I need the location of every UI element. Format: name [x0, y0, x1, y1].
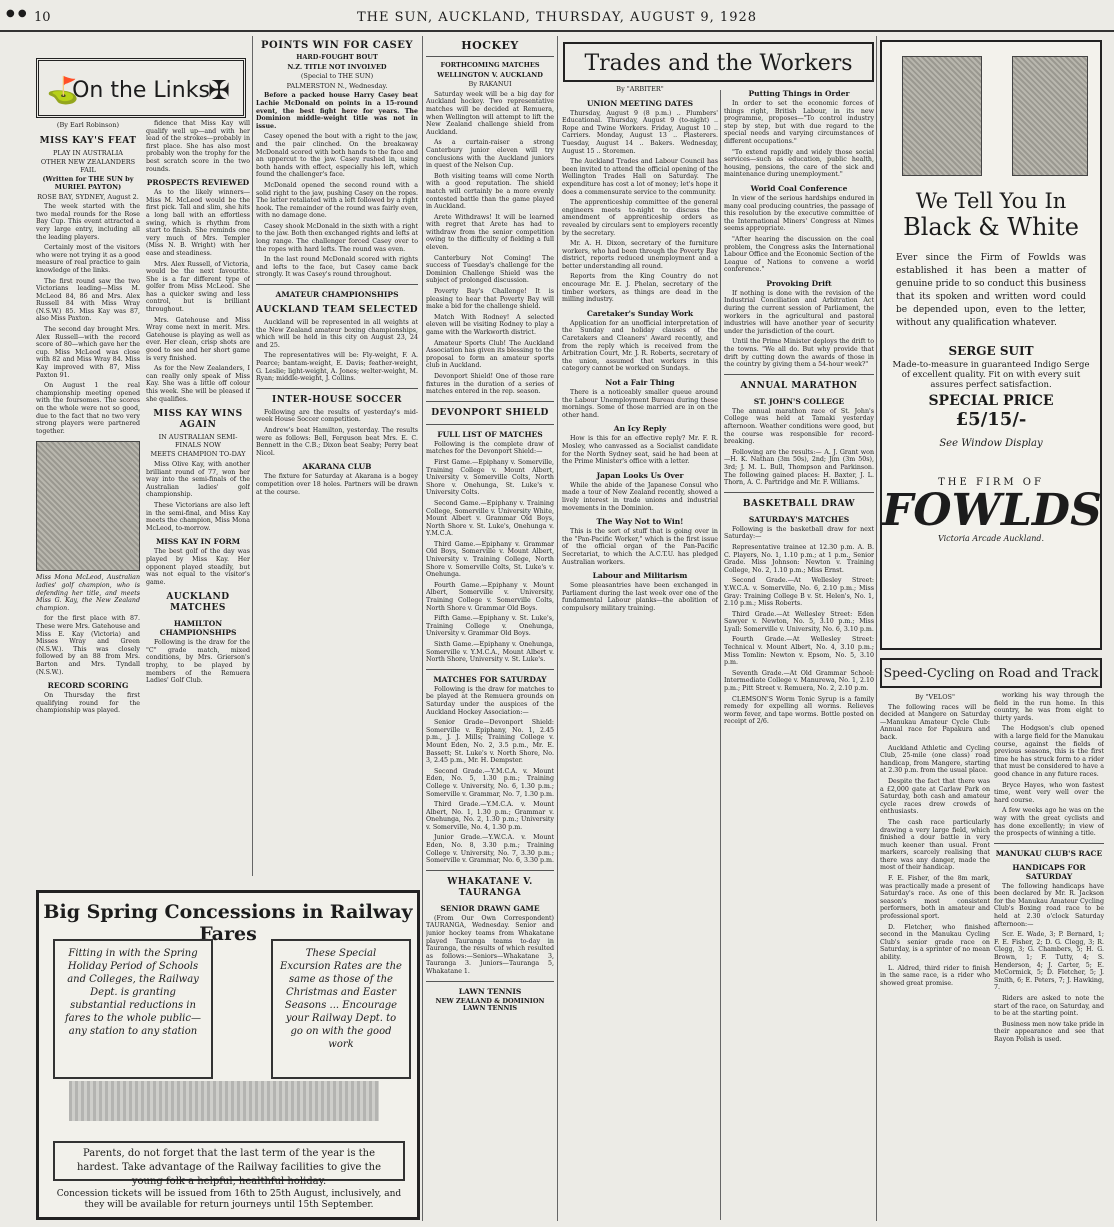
paragraph: D. Fletcher, who finished second in the Manukau Cycling Club's senior grade race on Saturday, is a sprinter of no mean ability.: [880, 923, 990, 961]
paragraph: Following are the results:— A. J. Grant won—H. K. Nathan (3m 50s), 2nd; Jim (3m 50s), 3rd; J. M. L. Bull, Thompson and Parkinson. The following gained places: H. Baxter, J. L. Thorn, A. C. Partridge and Mr. F. Williams.: [724, 448, 874, 487]
paragraph: First Game.—Epiphany v. Somerville, Training College v. Mount Albert, University v. Somerville Colts, North Shore v. Onehunga, St. Luke's v. University Colts.: [426, 458, 554, 497]
paragraph: On Thursday the first qualifying round for the championship was played.: [36, 692, 140, 715]
paragraph: Until the Prime Minister deploys the drift to the towns. "We all do. But why provide that drift by cutting down the awards of those in the country by giving them a 54-hour week?": [724, 338, 874, 369]
paragraph: Junior Grade.—Y.W.C.A. v. Mount Eden, No. 8, 3.30 p.m.; Training College v. University, No. 7, 3.30 p.m.; Somerville v. Grammar, No. 6, 3.30 p.m.: [426, 834, 554, 865]
paragraph: In order to set the economic forces of things right, British Labour, in its new programme, proposes—"To control industry step by step, but with due regard to the special needs and varying circumstances of different occupations.": [724, 100, 874, 145]
subhead: AKARANA CLUB: [302, 462, 372, 472]
ad-special: SPECIAL PRICE: [928, 393, 1054, 409]
paragraph: Second Grade.—Y.M.C.A. v. Mount Eden, No. 5, 1.30 p.m.; Training College v. University, No. 6, 1.30 p.m.; Somerville v. Grammar, No. 7, 1.30 p.m.: [426, 767, 554, 798]
paragraph: These Victorians are also left in the semi-final, and Miss Kay meets the champion, Miss Mona McLeod, to-morrow.: [146, 501, 250, 532]
byline: By "VELOS": [914, 693, 956, 701]
trades-column-1: [562, 84, 718, 1220]
masthead: THE SUN, AUCKLAND, THURSDAY, AUGUST 9, 1928: [356, 10, 758, 25]
subhead: HANDICAPS FOR SATURDAY: [1012, 862, 1086, 881]
paragraph: As for the New Zealanders, I can really only speak of Miss Kay. She was a little off colour this week. She will be pleased if she qualifies.: [146, 365, 250, 403]
paragraph: Senior Grade—Devonport Shield: Somerville v. Epiphany, No. 1, 2.45 p.m., J. J. Mills; Training College v. Mount Eden, No. 2, 3.5 p.m., Mr. E. Bassett; St. Luke's v. North Shore, No. 3, 2.45 p.m., Mr. H. Dempster.: [426, 719, 554, 765]
paragraph: (From Our Own Correspondent) TAURANGA, Wednesday. Senior and junior hockey teams from Whakatane played Tauranga teams to-day in Tauranga, the results of which resulted as follows:—Seniors—Whakatane 3, Tauranga 3. Juniors—Tauranga 5, Whakatane 1.: [426, 914, 554, 975]
paragraph: Arete Withdraws! It will be learned with regret that Arete has had to withdraw from the senior competition owing to the difficulty of fielding a full eleven.: [426, 213, 554, 252]
fowlds-advertisement: [880, 40, 1102, 650]
paragraph: The second day brought Mrs. Alex Russell—with the record score of 80—which gave her the cup. Miss McLeod was close with 82 and Miss Wray 84. Miss Kay improved with 87, Miss Paxton 91.: [36, 326, 140, 379]
paragraph: The week started with the two medal rounds for the Rose Bay Cup. This event attracted a very large entry, including all the leading players.: [36, 203, 140, 241]
paragraph: Fifth Game.—Epiphany v. St. Luke's, Training College v. Onehunga, University v. Grammar Old Boys.: [426, 615, 554, 638]
paragraph: Amateur Sports Club! The Auckland Association has given its blessing to the proposal to form an amateur sports club in Auckland.: [426, 339, 554, 370]
paragraph: Match With Rodney! A selected eleven will be visiting Rodney to play a game with the Warkworth district.: [426, 313, 554, 336]
on-the-links-heading: [36, 58, 246, 118]
subhead: UNION MEETING DATES: [586, 98, 694, 108]
paragraph: "To extend rapidly and widely those social services—such as education, public health, housing, pensions, the care of the sick and maintenance during unemployment.": [724, 148, 874, 179]
column-rule: [252, 36, 253, 876]
paragraph: Mrs. Alex Russell, of Victoria, would be the next favourite. She is a far different type of golfer from Miss McLeod. She has a quicker swing and less control, but is brilliant throughout.: [146, 260, 250, 314]
paragraph: Casey opened the bout with a right to the jaw, and the pair clinched. On the breakaway McDonald scored with both hands to the face and an uppercut to the jaw. Casey rushed in, using both hands with effect, especially his left, which found the challenger's face.: [256, 133, 418, 179]
section-title: Speed-Cycling on Road and Track: [883, 665, 1099, 680]
man-illustration: [1012, 56, 1088, 176]
paragraph: Some pleasantries have been exchanged in Parliament during the last week over one of the fundamental Labour planks—the abolition of compulsory military training.: [562, 582, 718, 612]
subheadline: IN AUSTRALIAN SEMI-FINALS NOW: [158, 433, 238, 449]
paragraph: Auckland Athletic and Cycling Club, 25-mile (one class) road handicap, from Mangere, starting at 2.30 p.m. from the usual place.: [880, 744, 990, 775]
headline: WHAKATANE V. TAURANGA: [447, 876, 533, 898]
paragraph: How is this for an effective reply? Mr. F. R. Mosley, who canvassed as a Socialist candidate for the North Sydney seat, said he had been at the Prime Minister's office with a letter.: [562, 435, 718, 466]
paragraph: McDonald opened the second round with a solid right to the jaw, pushing Casey on the ropes. The latter retaliated with a left followed by a right hook. The remainder of the round was fairly even, with no damage done.: [256, 181, 418, 220]
boxing-column: [256, 40, 418, 890]
paragraph: Saturday week will be a big day for Auckland hockey. Two representative matches will be decided at Remuera, when Wellington will attempt to lift the New Zealand challenge shield from Auckland.: [426, 90, 554, 136]
paragraph: This is the sort of stuff that is going over in the "Pan-Pacific Worker," which is the first issue of the official organ of the Pan-Pacific Secretariat, to which the A.C.T.U. has pledged Australian workers.: [562, 528, 718, 566]
column-rule: [876, 36, 877, 1221]
subhead: An Icy Reply: [613, 424, 667, 434]
paragraph: Following is the draw for matches to be played at the Remuera grounds on Saturday under the auspices of the Auckland Hockey Association:—: [426, 685, 554, 716]
photo-caption: Miss Mona McLeod, Australian ladies' golf champion, who is defending her title, and meets Miss G. Kay, the New Zealand champion.: [36, 574, 140, 612]
paragraph: Auckland will be represented in all weights at the New Zealand amateur boxing championships, which will be held in this city on August 23, 24 and 25.: [256, 319, 418, 349]
subhead: Labour and Militarism: [592, 571, 688, 581]
lawn-tennis-ad: NEW ZEALAND & DOMINION LAWN TENNIS: [435, 996, 545, 1013]
headline: MISS KAY WINS AGAIN: [153, 409, 243, 431]
paragraph: Representative trainee at 12.30 p.m. A. B. C. Players, No. 1, 1.10 p.m.; at 1 p.m., Senior Grade. Miss Johnson: Newton v. Training College, No. 2, 1.10 p.m.; Miss Ernst.: [724, 543, 874, 574]
links-column-2: [146, 120, 250, 880]
paragraph: Poverty Bay's Challenge! It is pleasing to hear that Poverty Bay will make a bid for the challenge shield.: [426, 288, 554, 311]
credit: (Special to THE SUN): [300, 72, 374, 81]
subhead: AMATEUR CHAMPIONSHIPS: [275, 290, 399, 300]
paragraph: fidence that Miss Kay will qualify well up—and with her lead of the strokes—probably in first place. She has also most probably won the trophy for the best scratch score in the two rounds.: [146, 120, 250, 173]
paragraph: CLEMSON'S Worm Tonic Syrup is a family remedy for expelling all worms. Relieves worm fever, and tape worms. Bottle posted on receipt of 2/6.: [724, 695, 874, 726]
subhead: Caretaker's Sunday Work: [586, 308, 694, 318]
page-header: [0, 6, 1114, 32]
subheadline: MEETS CHAMPION TO-DAY: [150, 450, 246, 459]
ad-headline: Black & White: [903, 213, 1079, 241]
headline: ANNUAL MARATHON: [740, 380, 858, 391]
paragraph: Both visiting teams will come North with a good reputation. The shield match will certainly be a more evenly contested battle than the game played in Auckland.: [426, 172, 554, 211]
paragraph: Miss Olive Kay, with another brilliant round of 77, won her way into the semi-finals of the Australian ladies' golf championship.: [146, 460, 250, 499]
headline: HOCKEY: [461, 40, 519, 52]
ad-headline: We Tell You In: [915, 189, 1067, 213]
paragraph: Riders are asked to note the start of the race, on Saturday, and to be at the starting point.: [994, 995, 1104, 1018]
paragraph: Business men now take pride in their appearance and see that Rayon Polish is used.: [994, 1020, 1104, 1043]
subhead: ST. JOHN'S COLLEGE: [753, 396, 845, 406]
ad-see-display: See Window Display: [939, 438, 1043, 449]
byline: (By Earl Robinson): [56, 121, 120, 129]
paragraph: The following races will be decided at Mangere on Saturday—Manukau Amateur Cycle Club: Annual race for Papakura and back.: [880, 703, 990, 741]
paragraph: The annual marathon race of St. John's College was held at Tamaki yesterday afternoon. Weather conditions were good, but the course was responsible for record-breaking.: [724, 407, 874, 446]
section-title: Trades and the Workers: [584, 51, 853, 76]
paragraph: Casey shook McDonald in the sixth with a right to the jaw. Both then exchanged rights and lefts at long range. The challenger forced Casey over to the ropes with hard lefts. The round was even.: [256, 222, 418, 253]
column-rule: [422, 36, 423, 1221]
trades-column-2: [724, 84, 874, 1220]
paragraph: Third Grade.—Y.M.C.A. v. Mount Albert, No. 1, 1.30 p.m.; Grammar v. Onehunga, No. 2, 1.30 p.m.; University v. Somerville, No. 4, 1.30 p.m.: [426, 801, 554, 831]
credit: (Written for THE SUN by MURIEL PAYTON): [42, 175, 134, 191]
paragraph: There is a noticeably smaller queue around the Labour Unemployment Bureau during these mornings. Some of those married are in on the other hand.: [562, 389, 718, 419]
paragraph: As a curtain-raiser a strong Canterbury junior eleven will try conclusions with the Auckland juniors in quest of the Nelson Cup.: [426, 139, 554, 170]
subhead: World Coal Conference: [750, 183, 848, 193]
paragraph: Bryce Hayes, who won fastest time, went very well over the hard course.: [994, 781, 1104, 804]
subhead: RECORD SCORING: [47, 681, 129, 691]
paragraph: Scr. E. Wade, 3; P. Bernard, 1; F. E. Fisher, 2; D. G. Clegg, 3; R. Clegg, 3; G. Chambers, 5; H. G. Brown, 1; F. Tutty, 4; S. Henderson, 4; J. Carter, 5; E. McCormick, 5; D. Fletcher, 5; J. Smith, 6; E. Peters, 7; J. Hawking, 7.: [994, 931, 1104, 992]
subheadline: OTHER NEW ZEALANDERS FAIL: [40, 158, 136, 174]
paragraph: In view of the serious hardships endured in many coal producing countries, the passage of this resolution by the executive committee of the International Miners' Congress at Nimes seems appropriate.: [724, 194, 874, 233]
speed-cycling-heading: [880, 658, 1102, 688]
paragraph: Reports from the King Country do not encourage Mr. E. J. Phelan, secretary of the timber workers, as things are dead in the milling industry.: [562, 273, 718, 304]
paragraph: Third Grade.—At Wellesley Street: Eden Sawyer v. Newton, No. 5, 3.10 p.m.; Miss Lyall: Somerville v. University, No. 6, 3.10 p.m.: [724, 610, 874, 633]
paragraph: While the abide of the Japanese Consul who made a tour of New Zealand recently, showed a lively interest in trade unions and industrial movements in the Dominion.: [562, 481, 718, 512]
paragraph: "After hearing the discussion on the coal problem, the Congress asks the International Labour Office and the Economic Section of the League of Nations to convene a world conference.": [724, 235, 874, 274]
paragraph: Mrs. Gatehouse and Miss Wray come next in merit. Mrs. Gatehouse is playing as well as ever. Her clean, crisp shots are good to see and her short game is very finished.: [146, 316, 250, 362]
column-rule: [557, 36, 558, 1221]
paragraph: Andrew's beat Hamilton, yesterday. The results were as follows: Bell, Ferguson beat Mrs. E. C. Bennett in the C.B.; Dixon beat Seaby; Perry beat Nicol.: [256, 426, 418, 457]
ad-footer: Concession tickets will be issued from 16th to 25th August, inclusively, and they will be available for return journeys until 15th September.: [56, 1189, 402, 1210]
paragraph: The representatives will be: Fly-weight, F. A. Pearce; bantam-weight, E. Davis; feather-weight, G. Leslie; light-weight, A. Jones; welter-weight, M. Ryan; middle-weight, J. Collins.: [256, 352, 418, 383]
paragraph: The fixture for Saturday at Akarana is a bogey competition over 18 holes. Partners will be drawn at the course.: [256, 473, 418, 496]
paragraph: Mr. A. H. Dixon, secretary of the furniture workers, who had been through the Poverty Bay district, reports reduced unemployment and a better understanding all round.: [562, 240, 718, 270]
registration-dots: ● ●: [6, 8, 27, 19]
links-column-1: [36, 120, 140, 880]
subhead: Provoking Drift: [766, 278, 832, 288]
section-title: On the Links: [72, 78, 210, 103]
subhead: Putting Things in Order: [748, 89, 850, 98]
cycling-column-2: [994, 692, 1104, 1220]
paragraph: If nothing is done with the revision of the Industrial Conciliation and Arbitration Act during the current session of Parliament, the workers in the agricultural and pastoral industries will have another year of security under the jurisdiction of the court.: [724, 289, 874, 335]
man-illustration: [902, 56, 982, 176]
ad-address: Victoria Arcade Auckland.: [937, 534, 1045, 543]
paragraph: The cash race particularly drawing a very large field, which finished a dour battle in very much keener than usual. Front markers, scarcely realising that there was any danger, made the most of their handicap.: [880, 818, 990, 872]
paragraph: Seventh Grade.—At Old Grammar School: Intermediate College v. Manurewa, No. 1, 2.10 p.m.; Pitt Street v. Remuera, No. 2, 2.10 p.m.: [724, 669, 874, 693]
ad-left-panel: Fitting in with the Spring Holiday Period of Schools and Colleges, the Railway Dept. is granting substantial reductions in fares to the whole public—any station to any station: [53, 939, 213, 1079]
paragraph: The first round saw the two Victorians leading—Miss M. McLeod 84, 86 and Mrs. Alex Russell 84 with Miss Wray (N.S.W.) 85. Miss Kay was 87, also Miss Paxton.: [36, 277, 140, 323]
paragraph: Following are the results of yesterday's mid-week House Soccer competition.: [256, 408, 418, 424]
headline: AUCKLAND MATCHES: [166, 592, 230, 614]
dateline: ROSE BAY, SYDNEY, August 2.: [37, 192, 139, 201]
subhead: The Way Not to Win!: [596, 517, 684, 527]
paragraph: L. Aldred, third rider to finish in the same race, is a rider who showed great promise.: [880, 964, 990, 987]
paragraph: Second Game.—Epiphany v. Training College, Somerville v. University White, Mount Albert v. Grammar Old Boys, North Shore v. St. Luke's, Onehunga v. Y.M.C.A.: [426, 499, 554, 538]
subhead: MANUKAU CLUB'S RACE: [995, 848, 1103, 858]
paragraph: Despite the fact that there was a £2,000 gate at Carlaw Park on Saturday, both cash and amateur cycle races drew crowds of enthusiasts.: [880, 777, 990, 816]
column-rule: [720, 90, 721, 1220]
railway-fares-advertisement: [36, 890, 420, 1220]
trades-heading: [563, 42, 874, 82]
paragraph: Second Grade.—At Wellesley Street: Y.W.C.A. v. Somerville, No. 6, 2.10 p.m.; Miss Gray: Training College B v. St. Helen's, No. 1, 2.10 p.m.; Miss Roberts.: [724, 577, 874, 608]
paragraph: Following is the complete draw of matches for the Devonport Shield:—: [426, 440, 554, 456]
headline: AUCKLAND TEAM SELECTED: [256, 305, 418, 316]
subheadline: PLAY IN AUSTRALIA: [53, 148, 123, 157]
paragraph: Certainly most of the visitors who were not trying it as a good measure of real practice to gain knowledge of the links.: [36, 244, 140, 274]
golfer-icon: ⛳: [46, 76, 80, 106]
headline: DEVONPORT SHIELD: [431, 407, 549, 418]
subhead: LAWN TENNIS: [458, 986, 522, 996]
subhead: MATCHES FOR SATURDAY: [433, 674, 547, 684]
paragraph: On August 1 the real championship meeting opened with the foursomes. The scores on the whole were not so good, due to the fact that no two very strong players were partnered together.: [36, 382, 140, 435]
golfer-photo: [36, 441, 140, 571]
crest-icon: ✠: [208, 76, 230, 106]
headline: BASKETBALL DRAW: [742, 498, 856, 509]
cycling-column-1: [880, 692, 990, 1220]
paragraph: Following is the basketball draw for next Saturday:—: [724, 525, 874, 541]
ad-serge-text: Made-to-measure in guaranteed Indigo Serge of excellent quality. Fit on with every suit assures perfect satisfaction.: [892, 360, 1090, 390]
subhead: Not a Fair Thing: [605, 378, 675, 387]
locomotive-illustration: [69, 1081, 379, 1121]
paragraph: Before a packed house Harry Casey beat Lachie McDonald on points in a 15-round event, the best fight here for years. The Dominion middle-weight title was not in issue.: [256, 92, 418, 130]
page-number: 10: [34, 10, 51, 25]
subhead: MISS KAY IN FORM: [155, 537, 241, 547]
paragraph: Canterbury Not Coming! The success of Tuesday's challenge for the Dominion Challenge Shield was the subject of prolonged discussion.: [426, 254, 554, 285]
byline: By "ARBITER": [616, 85, 664, 93]
paragraph: for the first place with 87. These were Mrs. Gatehouse and Miss E. Kay (Victoria) and Misses Wray and Green (N.S.W.). This was closely followed by an 88 from Mrs. Barton and Mrs. Tyndall (N.S.W.).: [36, 615, 140, 676]
ad-right-panel: These Special Excursion Rates are the same as those of the Christmas and Easter Seasons ... Encourage your Railway Dept. to go on with the good work: [271, 939, 411, 1079]
paragraph: Fourth Game.—Epiphany v. Mount Albert, Somerville v. University, Training College v. Somerville Colts, North Shore v. Grammar Old Boys.: [426, 581, 554, 612]
subhead: SATURDAY'S MATCHES: [748, 514, 850, 524]
subheadline: FORTHCOMING MATCHES: [440, 61, 540, 69]
paragraph: Sixth Game.—Epiphany v. Onehunga, Somerville v. Y.M.C.A., Mount Albert v. North Shore, University v. St. Luke's.: [426, 641, 554, 664]
byline: By RAKANUI: [468, 80, 512, 89]
paragraph: Application for an unofficial interpretation of the Sunday and holiday clauses of the Caretakers and Cleaners' Award recently, and from the reply which is received from the Arbitration Court, Mr. J. R. Roberts, secretary of the union, assumed that workers in this category cannot be worked on Sundays.: [562, 319, 718, 373]
paragraph: working his way through the field in the run home. In this country, he was from eight to thirty yards.: [994, 692, 1104, 722]
paragraph: F. E. Fisher, of the 8m mark, was practically made a present of Saturday's race. As one of this season's most consistent performers, both in amateur and professional sport.: [880, 875, 990, 921]
headline: POINTS WIN FOR CASEY: [260, 40, 414, 51]
subheadline: WELLINGTON V. AUCKLAND: [437, 70, 543, 79]
paragraph: Thursday, August 9 (8 p.m.) .. Plumbers' Educational. Thursday, August 9 (to-night) .. Rope and Twine Workers. Friday, August 10 .. Carriers. Monday, August 13 .. Plasterers. Tuesday, August 14 .. Bakers. Wednesday, August 15 .. Storemen.: [562, 109, 718, 155]
paragraph: As to the likely winners—Miss M. McLeod would be the first pick. Tall and slim, she hits a long ball with an effortless swing, which is rhythm from start to finish. She reminds one very much of Mrs. Templer (Miss N. B. Wright) with her ease and steadiness.: [146, 189, 250, 257]
dateline: PALMERSTON N., Wednesday.: [286, 81, 388, 90]
paragraph: The Hodgson's club opened with a large field for the Manukau course, against the fields of previous seasons, this is the first time he has struck form to a rider that must be considered to have a good chance in any future races.: [994, 725, 1104, 778]
subhead: Japan Looks Us Over: [596, 470, 684, 480]
ad-parents-panel: Parents, do not forget that the last term of the year is the hardest. Take advantage of the Railway facilities to give the young folk a helpful, healthful holiday.: [53, 1141, 405, 1181]
paragraph: Devonport Shield! One of those rare fixtures in the duration of a series of matches entered in the rep. season.: [426, 372, 554, 396]
ad-body: Ever since the Firm of Fowlds was established it has been a matter of genuine pride to so conduct this business that its spoken and written word could be depended upon, even to the letter, without any qualification whatever.: [896, 253, 1086, 328]
paragraph: The apprenticeship committee of the general engineers meets to-night to discuss the amendment of apprenticeship orders as revealed by circulars sent to employers recently by the secretary.: [562, 199, 718, 237]
headline: MISS KAY'S FEAT: [39, 135, 137, 146]
subheadline: HARD-FOUGHT BOUT: [296, 53, 378, 61]
subhead: SENIOR DRAWN GAME: [440, 903, 540, 913]
paragraph: Following is the draw for the "C" grade match, mixed conditions, by Mrs. Grierson's trophy, to be played by members of the Remuera Ladies' Golf Club.: [146, 639, 250, 685]
headline: INTER-HOUSE SOCCER: [272, 394, 402, 405]
paragraph: In the last round McDonald scored with rights and lefts to the face, but Casey came back strongly. It was Casey's round throughout.: [256, 256, 418, 279]
ad-headline: Big Spring Concessions in Railway Fares: [43, 901, 413, 945]
ad-firm-label: THE FIRM OF: [938, 477, 1044, 488]
subhead: PROSPECTS REVIEWED: [146, 178, 250, 188]
ad-serge-title: SERGE SUIT: [948, 344, 1034, 358]
subhead: FULL LIST OF MATCHES: [437, 429, 543, 439]
paragraph: Fourth Grade.—At Wellesley Street: Technical v. Mount Albert, No. 4, 3.10 p.m.; Miss Tomlin: Newton v. Epsom, No. 5, 3.10 p.m.: [724, 636, 874, 667]
paragraph: The Auckland Trades and Labour Council has been invited to attend the official opening of the Wellington Trades Hall on Saturday. The expenditure has cost a lot of money; let's hope it does a commensurate service to the community.: [562, 158, 718, 196]
ad-price: £5/15/-: [955, 409, 1027, 430]
paragraph: Third Game.—Epiphany v. Grammar Old Boys, Somerville v. Mount Albert, University v. Training College, North Shore v. Somerville Colts, St. Luke's v. Onehunga.: [426, 540, 554, 579]
subheadline: N.Z. TITLE NOT INVOLVED: [287, 62, 387, 71]
hockey-column: [426, 40, 554, 1220]
paragraph: A few weeks ago he was on the way with the great cyclists and has done excellently; in view of the prospects of winning a title.: [994, 807, 1104, 838]
paragraph: The best golf of the day was played by Miss Kay. Her opponent played steadily, but was not equal to the visitor's game.: [146, 548, 250, 586]
subhead: HAMILTON CHAMPIONSHIPS: [159, 619, 237, 638]
paragraph: The following handicaps have been declared by Mr. R. Jackson for the Manukau Amateur Cycling Club's Boxing road race to be held at 2.30 o'clock Saturday afternoon:—: [994, 882, 1104, 928]
fowlds-logo: FOWLDS: [882, 485, 1102, 536]
